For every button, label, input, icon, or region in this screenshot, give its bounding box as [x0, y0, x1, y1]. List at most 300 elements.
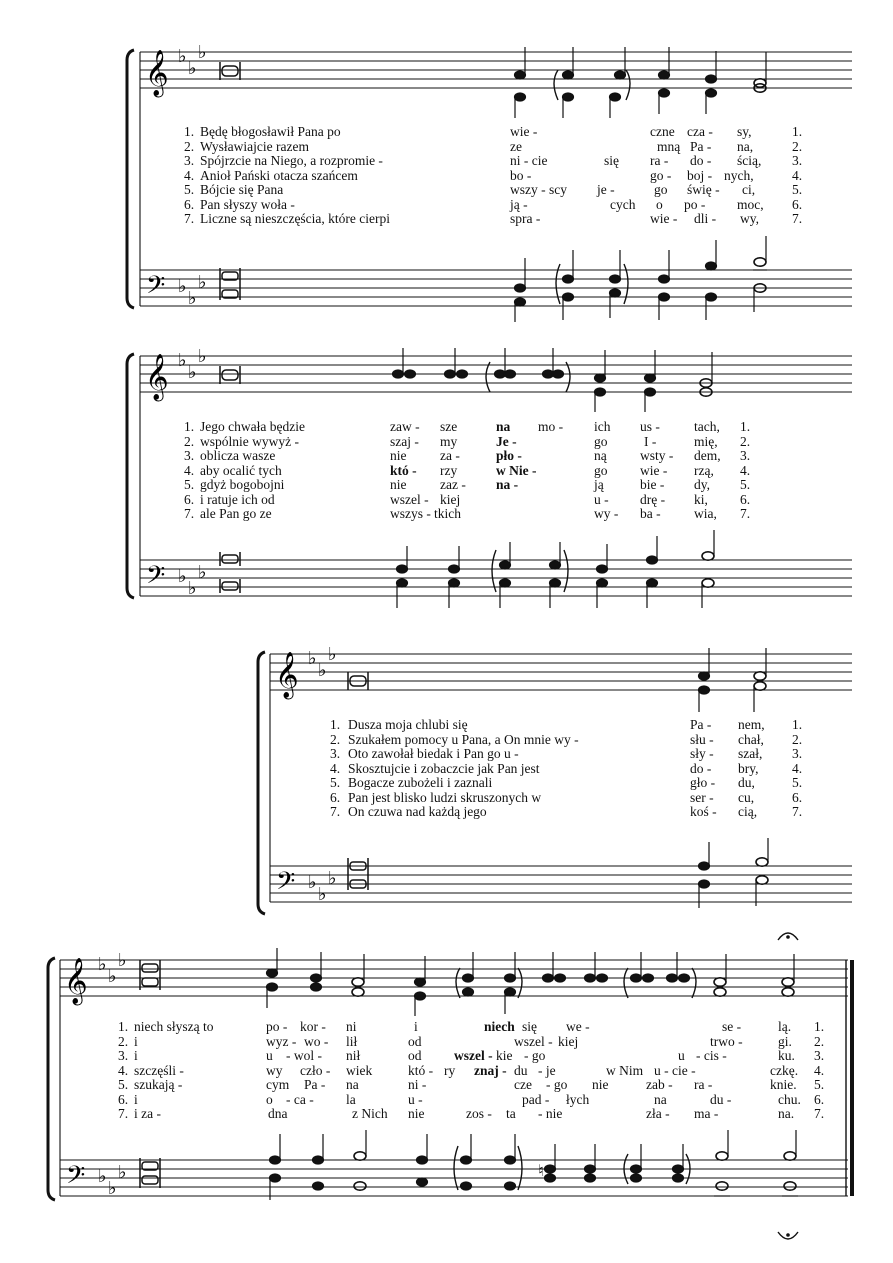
syllable: wo -	[304, 1033, 329, 1049]
syllable: świę -	[687, 182, 720, 197]
syllable: spra -	[510, 211, 541, 226]
verse-text: szukają -	[134, 1077, 183, 1092]
verse-number: 4.	[118, 1062, 129, 1078]
verse-number: 3.	[118, 1048, 129, 1063]
verse-end-number: 3.	[792, 746, 803, 761]
syllable: Pa -	[304, 1077, 326, 1092]
svg-text:♭: ♭	[178, 46, 187, 67]
verse-text: i	[134, 1091, 138, 1107]
syllable: ra -	[650, 153, 669, 168]
verse-row	[184, 183, 824, 198]
system-4	[0, 920, 893, 1263]
syllable: - wol -	[286, 1048, 322, 1063]
syllable: mo -	[538, 419, 564, 434]
syllable: nie	[390, 477, 407, 492]
verse-row	[184, 125, 824, 140]
syllable: du	[514, 1062, 528, 1078]
verse-row	[118, 1020, 838, 1035]
svg-text:♭: ♭	[198, 272, 207, 293]
syllable: na	[346, 1077, 359, 1092]
svg-text:♭: ♭	[178, 276, 187, 297]
syllable: o	[266, 1091, 273, 1107]
syllable: w Nim	[606, 1062, 644, 1078]
syllable: zła -	[646, 1106, 670, 1121]
syllable: gło -	[690, 775, 716, 790]
syllable: bie -	[640, 477, 665, 492]
verse-end-number: 2.	[792, 731, 803, 747]
syllable: - ca -	[286, 1091, 314, 1107]
verse-end-number: 7.	[740, 506, 751, 521]
syllable: chu.	[778, 1091, 801, 1107]
syllable: ma -	[694, 1106, 719, 1121]
treble-clef-icon: 𝄞	[145, 354, 169, 400]
verse-row	[184, 464, 824, 479]
syllable: w Nie -	[496, 462, 537, 478]
verse-end-number: 2.	[740, 433, 751, 449]
syllable: kor -	[300, 1019, 326, 1034]
syllable: na.	[778, 1106, 795, 1121]
verse-number: 6.	[118, 1091, 129, 1107]
verse-text: oblicza wasze	[200, 448, 276, 463]
verse-end-number: 5.	[740, 477, 751, 492]
verse-end-number: 4.	[740, 462, 751, 478]
verse-text: Skosztujcie i zobaczcie jak Pan jest	[348, 760, 540, 776]
verse-row	[118, 1064, 838, 1079]
verse-end-number: 6.	[792, 196, 803, 212]
syllable: wsty -	[640, 448, 674, 463]
verse-end-number: 7.	[814, 1106, 825, 1121]
syllable: we -	[566, 1019, 590, 1034]
verse-row	[330, 805, 820, 820]
verse-text: Oto zawołał biedak i Pan go u -	[348, 746, 519, 761]
verse-number: 6.	[184, 491, 195, 507]
syllable: drę -	[640, 491, 666, 507]
verse-row	[184, 507, 824, 522]
syllable: o	[656, 196, 663, 212]
syllable: - je	[538, 1062, 556, 1078]
verse-end-number: 6.	[814, 1091, 825, 1107]
syllable: po -	[266, 1019, 288, 1034]
verse-end-number: 3.	[792, 153, 803, 168]
syllable: ni -	[408, 1077, 427, 1092]
syllable: mną	[657, 138, 681, 154]
verse-row	[184, 493, 824, 508]
syllable: gi.	[778, 1033, 792, 1049]
syllable: na	[496, 419, 511, 434]
syllable: cią,	[738, 804, 758, 819]
syllable: nem,	[738, 717, 765, 732]
verse-text: gdyż bogobojni	[200, 477, 285, 492]
verse-row	[184, 449, 824, 464]
verse-row	[330, 762, 820, 777]
svg-text:♭: ♭	[308, 648, 317, 669]
syllable: go	[654, 182, 668, 197]
svg-text:♭: ♭	[178, 350, 187, 371]
syllable: wie -	[650, 211, 678, 226]
verse-row	[184, 212, 824, 227]
verse-text: wspólnie wywyż -	[200, 433, 299, 449]
verse-end-number: 6.	[740, 491, 751, 507]
syllable: sy,	[737, 124, 752, 139]
syllable: czło -	[300, 1062, 331, 1078]
system-1-verses	[184, 125, 824, 227]
verse-row	[330, 776, 820, 791]
syllable: szaj -	[390, 433, 419, 449]
syllable: na	[654, 1091, 667, 1107]
syllable: u -	[408, 1091, 423, 1107]
syllable: se -	[722, 1019, 742, 1034]
syllable: ni	[346, 1019, 357, 1034]
syllable: go -	[650, 167, 672, 183]
verse-end-number: 1.	[740, 419, 751, 434]
syllable: któ -	[408, 1062, 434, 1078]
svg-text:♭: ♭	[328, 868, 337, 889]
syllable: ich	[594, 419, 611, 434]
verse-text: Pan słyszy woła -	[200, 196, 295, 212]
svg-text:♭: ♭	[98, 1166, 107, 1187]
verse-text: Spójrzcie na Niego, a rozpromie -	[200, 153, 383, 168]
svg-text:♭: ♭	[118, 950, 127, 971]
verse-end-number: 4.	[792, 760, 803, 776]
verse-text: On czuwa nad każdą jego	[348, 804, 487, 819]
svg-text:♭: ♭	[318, 660, 327, 681]
syllable: zab -	[646, 1077, 673, 1092]
verse-text: Będę błogosławił Pana po	[200, 124, 341, 139]
verse-number: 7.	[330, 804, 341, 819]
syllable: z Nich	[352, 1106, 388, 1121]
svg-text:♭: ♭	[98, 954, 107, 975]
syllable: u	[678, 1048, 685, 1063]
syllable: zaz -	[440, 477, 466, 492]
syllable: ją	[594, 477, 604, 492]
verse-end-number: 4.	[792, 167, 803, 183]
verse-text: Pan jest blisko ludzi skruszonych w	[348, 789, 542, 805]
verse-row	[330, 747, 820, 762]
syllable: wszy - scy	[510, 182, 567, 197]
syllable: ta	[506, 1106, 516, 1121]
syllable: wie -	[510, 124, 538, 139]
syllable: cza -	[687, 124, 713, 139]
verse-row	[118, 1107, 838, 1122]
syllable: i	[414, 1019, 418, 1034]
syllable: wszel -	[390, 491, 429, 507]
syllable: je -	[597, 182, 615, 197]
syllable: ci,	[742, 182, 756, 197]
syllable: wszel -	[454, 1048, 493, 1063]
syllable: knie.	[770, 1077, 797, 1092]
system-3	[0, 630, 893, 920]
syllable: nie	[390, 448, 407, 463]
system-4-verses	[118, 1020, 838, 1122]
syllable: u	[266, 1048, 273, 1063]
syllable: chał,	[738, 731, 764, 747]
syllable: do -	[690, 153, 712, 168]
verse-text: aby ocalić tych	[200, 462, 282, 478]
verse-number: 4.	[184, 462, 195, 478]
syllable: go	[594, 433, 608, 449]
verse-row	[184, 435, 824, 450]
syllable: ze	[510, 138, 522, 154]
verse-text: Jego chwała będzie	[200, 419, 305, 434]
syllable: za -	[440, 448, 460, 463]
svg-text:♭: ♭	[188, 58, 197, 79]
syllable: wy,	[740, 211, 759, 226]
verse-number: 1.	[184, 419, 195, 434]
svg-text:♭: ♭	[188, 362, 197, 383]
verse-text: Bogacze zubożeli i zaznali	[348, 775, 493, 790]
verse-number: 1.	[184, 124, 195, 139]
syllable: - cis -	[696, 1048, 727, 1063]
verse-end-number: 7.	[792, 211, 803, 226]
verse-number: 5.	[184, 477, 195, 492]
verse-end-number: 2.	[814, 1033, 825, 1049]
syllable: du -	[710, 1091, 732, 1107]
syllable: ną	[594, 448, 607, 463]
verse-row	[184, 420, 824, 435]
syllable: I -	[644, 433, 657, 449]
verse-number: 5.	[330, 775, 341, 790]
syllable: dna	[268, 1106, 288, 1121]
syllable: Je -	[496, 433, 517, 449]
verse-text: szczęśli -	[134, 1062, 184, 1078]
syllable: u -	[594, 491, 609, 507]
verse-row	[184, 478, 824, 493]
svg-text:♭: ♭	[318, 884, 327, 905]
syllable: ni - cie	[510, 153, 548, 168]
verse-end-number: 5.	[792, 182, 803, 197]
syllable: wszys -	[390, 506, 431, 521]
svg-text:♭: ♭	[118, 1162, 127, 1183]
verse-end-number: 3.	[740, 448, 751, 463]
syllable: ry	[444, 1062, 456, 1078]
syllable: wszel -	[514, 1033, 553, 1049]
syllable: nych,	[724, 167, 754, 183]
svg-text:♭: ♭	[188, 578, 197, 599]
syllable: ba -	[640, 506, 661, 521]
syllable: któ -	[390, 462, 417, 478]
verse-row	[184, 140, 824, 155]
bass-clef-icon: 𝄢	[66, 1161, 86, 1196]
verse-text: i	[134, 1033, 138, 1049]
syllable: znaj -	[474, 1062, 507, 1078]
syllable: zos -	[466, 1106, 492, 1121]
syllable: kie	[496, 1048, 513, 1063]
syllable: zaw -	[390, 419, 420, 434]
syllable: tach,	[694, 419, 720, 434]
syllable: ścią,	[737, 153, 762, 168]
verse-end-number: 6.	[792, 789, 803, 805]
treble-clef-icon: 𝄞	[64, 958, 88, 1004]
verse-number: 6.	[184, 196, 195, 212]
verse-text: i ratuje ich od	[200, 491, 275, 507]
syllable: go	[594, 462, 608, 478]
verse-text: Dusza moja chlubi się	[348, 717, 468, 732]
syllable: wy	[266, 1062, 283, 1078]
syllable: us -	[640, 419, 660, 434]
syllable: boj -	[687, 167, 713, 183]
verse-text: Liczne są nieszczęścia, które cierpi	[200, 211, 391, 226]
verse-row	[184, 198, 824, 213]
syllable: na,	[737, 138, 754, 154]
verse-text: i	[134, 1048, 138, 1063]
syllable: słu -	[690, 731, 714, 747]
svg-text:♭: ♭	[198, 346, 207, 367]
svg-text:♭: ♭	[108, 1178, 117, 1199]
svg-text:♭: ♭	[188, 288, 197, 309]
syllable: do -	[690, 760, 712, 776]
syllable: my	[440, 433, 458, 449]
syllable: du,	[738, 775, 755, 790]
verse-row	[184, 154, 824, 169]
syllable: mię,	[694, 433, 718, 449]
syllable: czne	[650, 124, 675, 139]
syllable: dy,	[694, 477, 710, 492]
syllable: po -	[684, 196, 706, 212]
treble-clef-icon: 𝄞	[145, 50, 169, 96]
syllable: niech	[484, 1019, 515, 1034]
syllable: wia,	[694, 506, 717, 521]
system-1	[0, 0, 893, 330]
svg-text:♭: ♭	[198, 562, 207, 583]
verse-text: i za -	[134, 1106, 161, 1121]
syllable: sze	[440, 419, 458, 434]
system-3-verses	[330, 718, 820, 820]
syllable: wiek	[346, 1062, 373, 1078]
syllable: rzy	[440, 462, 458, 478]
verse-text: Szukałem pomocy u Pana, a On mnie wy -	[348, 731, 579, 747]
verse-number: 2.	[330, 731, 341, 747]
verse-end-number: 4.	[814, 1062, 825, 1078]
verse-row	[118, 1049, 838, 1064]
verse-row	[118, 1078, 838, 1093]
syllable: - go	[524, 1048, 546, 1063]
verse-end-number: 5.	[814, 1077, 825, 1092]
syllable: nie	[592, 1077, 609, 1092]
syllable: cym	[266, 1077, 290, 1092]
svg-text:♭: ♭	[308, 872, 317, 893]
verse-number: 4.	[330, 760, 341, 776]
syllable: kiej	[558, 1033, 579, 1049]
verse-number: 2.	[184, 138, 195, 154]
syllable: moc,	[737, 196, 764, 212]
bass-clef-icon: 𝄢	[146, 271, 166, 306]
verse-number: 5.	[184, 182, 195, 197]
verse-number: 1.	[330, 717, 341, 732]
syllable: dem,	[694, 448, 721, 463]
treble-clef-icon: 𝄞	[275, 652, 299, 698]
syllable: cych	[610, 196, 636, 212]
system-2	[0, 330, 893, 630]
verse-number: 2.	[184, 433, 195, 449]
syllable: nił	[346, 1048, 361, 1063]
verse-row	[330, 718, 820, 733]
syllable: koś -	[690, 804, 717, 819]
verse-row	[330, 791, 820, 806]
verse-row	[330, 733, 820, 748]
system-2-verses	[184, 420, 824, 522]
syllable: łych	[566, 1091, 590, 1107]
svg-text:♭: ♭	[108, 966, 117, 987]
verse-end-number: 7.	[792, 804, 803, 819]
verse-number: 5.	[118, 1077, 129, 1092]
syllable: wy -	[594, 506, 619, 521]
syllable: tkich	[434, 506, 461, 521]
verse-end-number: 5.	[792, 775, 803, 790]
verse-number: 7.	[184, 506, 195, 521]
syllable: ku.	[778, 1048, 795, 1063]
syllable: cze	[514, 1077, 532, 1092]
verse-row	[118, 1035, 838, 1050]
syllable: pło -	[496, 448, 522, 463]
syllable: nie	[408, 1106, 425, 1121]
verse-number: 3.	[184, 448, 195, 463]
verse-number: 3.	[330, 746, 341, 761]
verse-row	[118, 1093, 838, 1108]
verse-number: 7.	[184, 211, 195, 226]
syllable: kiej	[440, 491, 461, 507]
syllable: się	[522, 1019, 537, 1034]
syllable: ra -	[694, 1077, 713, 1092]
verse-number: 1.	[118, 1019, 129, 1034]
svg-text:♭: ♭	[178, 566, 187, 587]
svg-text:♭: ♭	[198, 42, 207, 63]
syllable: bry,	[738, 760, 759, 776]
svg-text:♭: ♭	[328, 644, 337, 665]
syllable: szał,	[738, 746, 763, 761]
verse-end-number: 2.	[792, 138, 803, 154]
syllable: na -	[496, 477, 519, 492]
syllable: ser -	[690, 789, 714, 805]
verse-number: 2.	[118, 1033, 129, 1049]
bass-clef-icon: 𝄢	[146, 561, 166, 596]
syllable: czkę.	[770, 1062, 799, 1078]
verse-number: 3.	[184, 153, 195, 168]
verse-number: 4.	[184, 167, 195, 183]
verse-text: Wysławiajcie razem	[200, 138, 310, 154]
verse-text: Bójcie się Pana	[200, 182, 284, 197]
syllable: sły -	[690, 746, 714, 761]
verse-text: Anioł Pański otacza szańcem	[200, 167, 358, 183]
verse-end-number: 1.	[792, 717, 803, 732]
syllable: bo -	[510, 167, 532, 183]
verse-end-number: 1.	[792, 124, 803, 139]
verse-number: 7.	[118, 1106, 129, 1121]
syllable: od	[408, 1033, 422, 1049]
bass-clef-icon: 𝄢	[276, 867, 296, 902]
verse-end-number: 1.	[814, 1019, 825, 1034]
syllable: - go	[546, 1077, 568, 1092]
verse-row	[184, 169, 824, 184]
verse-number: 6.	[330, 789, 341, 805]
natural-sign-icon: ♮	[538, 1161, 544, 1180]
syllable: od	[408, 1048, 422, 1063]
syllable: Pa -	[690, 717, 712, 732]
syllable: ki,	[694, 491, 708, 507]
syllable: wyz -	[266, 1033, 297, 1049]
syllable: la	[346, 1091, 356, 1107]
syllable: się	[604, 153, 619, 168]
syllable: wie -	[640, 462, 668, 478]
syllable: cu,	[738, 789, 755, 805]
syllable: lił	[346, 1033, 358, 1049]
verse-text: ale Pan go ze	[200, 506, 272, 521]
verse-end-number: 3.	[814, 1048, 825, 1063]
syllable: rzą,	[694, 462, 714, 478]
syllable: trwo -	[710, 1033, 743, 1049]
syllable: u - cie -	[654, 1062, 696, 1078]
syllable: ją -	[510, 196, 528, 212]
syllable: lą.	[778, 1019, 792, 1034]
